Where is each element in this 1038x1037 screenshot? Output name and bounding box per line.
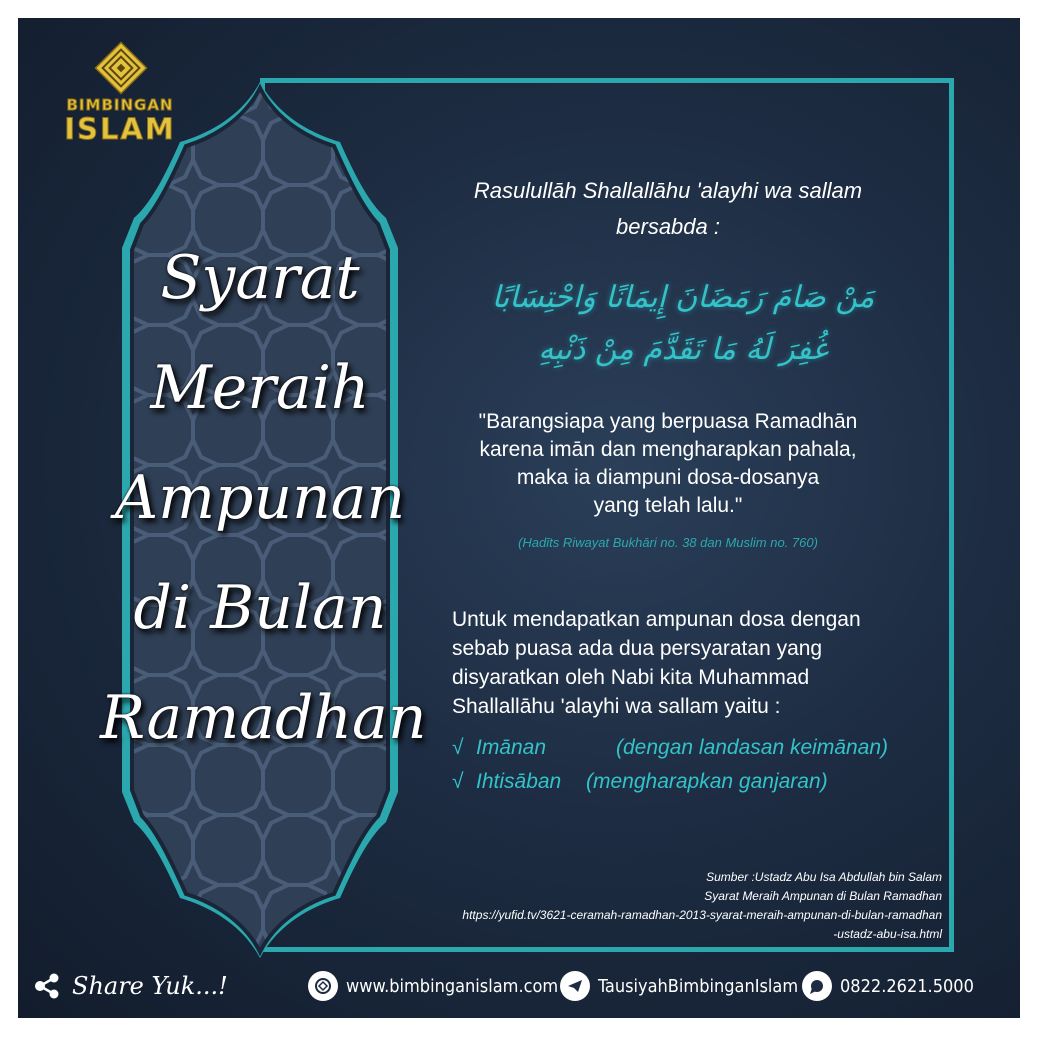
telegram-text: TausiyahBimbinganIslam	[598, 975, 799, 997]
source-line-1: Sumber :Ustadz Abu Isa Abdullah bin Salam	[706, 870, 942, 884]
share-button[interactable]	[32, 966, 228, 1006]
footer-bar	[18, 966, 1020, 1006]
explanation	[452, 605, 952, 721]
share-icon	[32, 971, 62, 1001]
hadith-translation	[418, 408, 918, 520]
explanation-line-2: sebab puasa ada dua persyaratan yang	[452, 637, 823, 660]
hadith-intro	[403, 173, 933, 245]
website-text: www.bimbinganislam.com	[346, 975, 559, 997]
quote-line-2: karena imān dan mengharapkan pahala,	[479, 438, 857, 461]
title-line-1: Syarat	[160, 243, 360, 313]
arabic-line-1: مَنْ صَامَ رَمَضَانَ إِيمَانًا وَاحْتِسَابًا	[491, 280, 875, 315]
logo-text-line1: BIMBINGAN	[66, 96, 174, 114]
telegram-icon	[560, 971, 590, 1001]
condition-item-1	[452, 736, 888, 760]
share-label: Share Yuk...!	[72, 972, 228, 1000]
arabic-line-2: غُفِرَ لَهُ مَا تَقَدَّمَ مِنْ ذَنْبِهِ	[538, 332, 828, 367]
check-icon: √	[452, 770, 464, 793]
poster	[18, 18, 1020, 1018]
intro-line-2: bersabda :	[616, 214, 720, 239]
logo-text-line2: ISLAM	[64, 112, 176, 146]
quote-line-1: "Barangsiapa yang berpuasa Ramadhān	[478, 410, 858, 433]
title-line-4: di Bulan	[133, 573, 387, 643]
explanation-line-3: disyaratkan oleh Nabi kita Muhammad	[452, 666, 810, 689]
quote-line-3: maka ia diampuni dosa-dosanya	[516, 466, 820, 489]
check-icon: √	[452, 736, 464, 759]
hadith-reference: (Hadīts Riwayat Bukhāri no. 38 dan Muslim no. 760)	[518, 535, 818, 550]
source-link[interactable]: https://yufid.tv/3621-ceramah-ramadhan-2013-syarat-meraih-ampunan-di-bulan-ramadhan	[462, 908, 942, 922]
explanation-line-4: Shallallāhu 'alayhi wa sallam yaitu :	[452, 695, 781, 718]
title-line-5: Ramadhan	[100, 683, 427, 753]
condition-term: Imānan	[476, 736, 547, 759]
source-citation	[318, 868, 942, 944]
explanation-line-1: Untuk mendapatkan ampunan dosa dengan	[452, 608, 861, 631]
intro-line-1: Rasulullāh Shallallāhu 'alayhi wa sallam	[473, 178, 863, 203]
globe-icon	[308, 971, 338, 1001]
title-line-2: Meraih	[150, 353, 370, 423]
telegram-link[interactable]	[560, 966, 798, 1006]
condition-meaning: (mengharapkan ganjaran)	[586, 770, 828, 793]
website-link[interactable]	[308, 966, 558, 1006]
condition-meaning: (dengan landasan keimānan)	[616, 736, 889, 759]
condition-item-2	[452, 770, 828, 794]
whatsapp-icon	[802, 971, 832, 1001]
quote-line-4: yang telah lalu."	[593, 494, 743, 517]
title-line-3: Ampunan	[114, 463, 406, 533]
condition-term: Ihtisāban	[476, 770, 562, 793]
whatsapp-link[interactable]	[802, 966, 974, 1006]
whatsapp-text: 0822.2621.5000	[840, 975, 974, 997]
source-line-2: Syarat Meraih Ampunan di Bulan Ramadhan	[704, 889, 942, 903]
source-link-cont[interactable]: -ustadz-abu-isa.html	[833, 927, 942, 941]
